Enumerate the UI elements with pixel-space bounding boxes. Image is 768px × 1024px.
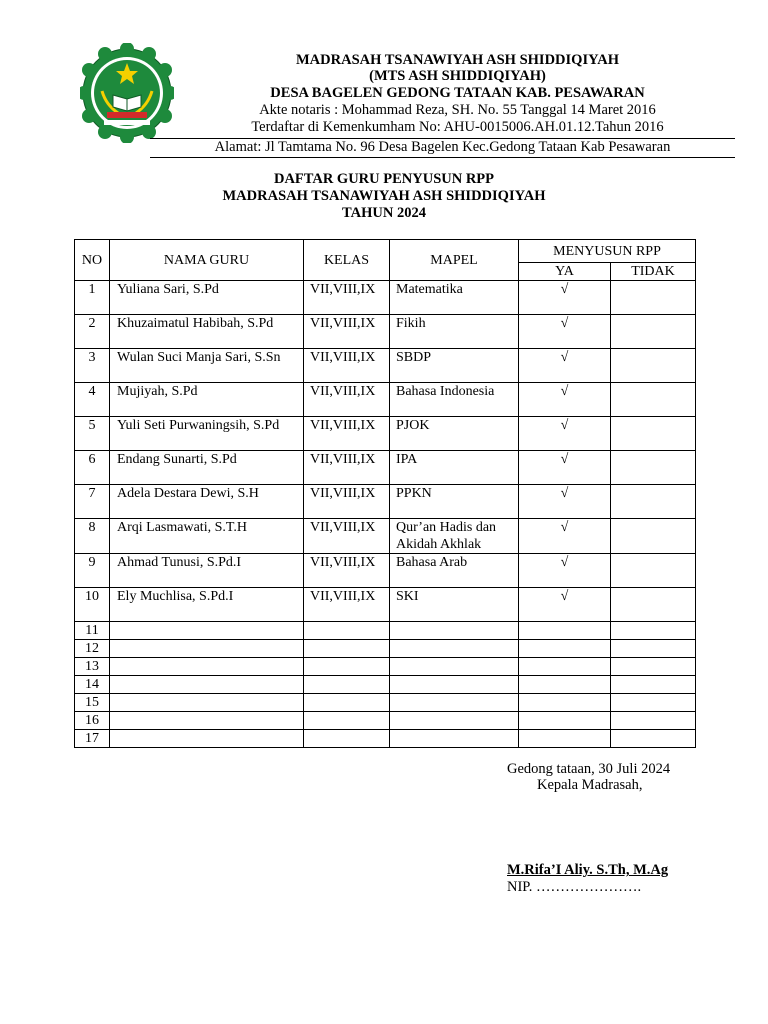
cell-nama-guru: Arqi Lasmawati, S.T.H [110, 519, 304, 554]
cell-ya: √ [519, 554, 611, 588]
header-no: NO [75, 240, 110, 281]
table-row [75, 712, 696, 730]
cell-mapel: SKI [390, 588, 519, 622]
document-subtitle: MADRASAH TSANAWIYAH ASH SHIDDIQIYAH [222, 188, 546, 204]
cell-tidak [611, 451, 696, 485]
cell-tidak [611, 519, 696, 554]
cell-tidak [611, 640, 696, 658]
cell-no: 16 [75, 712, 110, 730]
cell-mapel [390, 712, 519, 730]
cell-kelas [304, 712, 390, 730]
cell-no: 4 [75, 383, 110, 417]
cell-kelas: VII,VIII,IX [304, 554, 390, 588]
cell-no: 13 [75, 658, 110, 676]
table-row [75, 622, 696, 640]
cell-ya: √ [519, 588, 611, 622]
signature-place-date: Gedong tataan, 30 Juli 2024 [507, 761, 671, 777]
table-row [75, 315, 696, 349]
cell-mapel [390, 622, 519, 640]
cell-tidak [611, 588, 696, 622]
cell-mapel [390, 640, 519, 658]
cell-nama-guru: Endang Sunarti, S.Pd [110, 451, 304, 485]
cell-nama-guru: Mujiyah, S.Pd [110, 383, 304, 417]
signatory-nip: NIP. …………………. [507, 879, 642, 895]
cell-tidak [611, 676, 696, 694]
cell-kelas: VII,VIII,IX [304, 485, 390, 519]
cell-ya: √ [519, 281, 611, 315]
cell-no: 5 [75, 417, 110, 451]
document-title: DAFTAR GURU PENYUSUN RPP [273, 171, 495, 187]
cell-mapel: IPA [390, 451, 519, 485]
cell-nama-guru: Khuzaimatul Habibah, S.Pd [110, 315, 304, 349]
table-row [75, 658, 696, 676]
cell-kelas [304, 658, 390, 676]
cell-ya [519, 712, 611, 730]
cell-tidak [611, 281, 696, 315]
signature-role: Kepala Madrasah, [537, 777, 643, 793]
cell-no: 9 [75, 554, 110, 588]
registration-number: Terdaftar di Kemenkumham No: AHU-0015006.AH.01.12.Tahun 2016 [251, 119, 664, 135]
cell-no: 3 [75, 349, 110, 383]
cell-ya: √ [519, 485, 611, 519]
table-row [75, 451, 696, 485]
cell-ya: √ [519, 349, 611, 383]
cell-mapel: SBDP [390, 349, 519, 383]
cell-nama-guru: Wulan Suci Manja Sari, S.Sn [110, 349, 304, 383]
cell-kelas: VII,VIII,IX [304, 519, 390, 554]
cell-kelas: VII,VIII,IX [304, 281, 390, 315]
cell-nama-guru: Yuli Seti Purwaningsih, S.Pd [110, 417, 304, 451]
cell-kelas: VII,VIII,IX [304, 349, 390, 383]
cell-mapel: Matematika [390, 281, 519, 315]
cell-ya: √ [519, 315, 611, 349]
notary-deed: Akte notaris : Mohammad Reza, SH. No. 55 Tanggal 14 Maret 2016 [259, 102, 656, 118]
cell-mapel [390, 694, 519, 712]
cell-kelas [304, 676, 390, 694]
teacher-rpp-table [74, 239, 696, 748]
cell-ya [519, 730, 611, 748]
cell-kelas [304, 694, 390, 712]
header-mapel: MAPEL [390, 240, 519, 281]
table-row [75, 519, 696, 554]
cell-kelas: VII,VIII,IX [304, 588, 390, 622]
cell-ya: √ [519, 417, 611, 451]
cell-ya [519, 622, 611, 640]
cell-tidak [611, 730, 696, 748]
school-village: DESA BAGELEN GEDONG TATAAN KAB. PESAWARAN [270, 85, 645, 101]
cell-mapel [390, 658, 519, 676]
cell-kelas: VII,VIII,IX [304, 451, 390, 485]
header-ya: YA [519, 263, 611, 281]
cell-no: 2 [75, 315, 110, 349]
cell-mapel: PPKN [390, 485, 519, 519]
school-address: Alamat: Jl Tamtama No. 96 Desa Bagelen Kec.Gedong Tataan Kab Pesawaran [214, 139, 671, 155]
cell-nama-guru [110, 694, 304, 712]
cell-nama-guru [110, 730, 304, 748]
cell-ya: √ [519, 383, 611, 417]
cell-nama-guru [110, 676, 304, 694]
cell-mapel: Fikih [390, 315, 519, 349]
cell-ya [519, 694, 611, 712]
cell-tidak [611, 554, 696, 588]
table-row [75, 730, 696, 748]
document-year: TAHUN 2024 [342, 205, 426, 221]
cell-no: 1 [75, 281, 110, 315]
cell-mapel: Bahasa Indonesia [390, 383, 519, 417]
table-body [75, 281, 696, 748]
cell-kelas: VII,VIII,IX [304, 315, 390, 349]
cell-tidak [611, 417, 696, 451]
cell-mapel: Bahasa Arab [390, 554, 519, 588]
cell-tidak [611, 622, 696, 640]
cell-mapel [390, 676, 519, 694]
table-row [75, 349, 696, 383]
header-nama-guru: NAMA GURU [110, 240, 304, 281]
cell-ya [519, 676, 611, 694]
table-row [75, 281, 696, 315]
table-row [75, 588, 696, 622]
table-row [75, 694, 696, 712]
cell-tidak [611, 485, 696, 519]
cell-no: 10 [75, 588, 110, 622]
cell-kelas: VII,VIII,IX [304, 417, 390, 451]
table-row [75, 554, 696, 588]
header-menyusun-rpp: MENYUSUN RPP [519, 240, 696, 263]
header-kelas: KELAS [304, 240, 390, 281]
cell-nama-guru: Ely Muchlisa, S.Pd.I [110, 588, 304, 622]
cell-tidak [611, 315, 696, 349]
cell-no: 17 [75, 730, 110, 748]
cell-nama-guru [110, 640, 304, 658]
cell-ya [519, 658, 611, 676]
table-row [75, 640, 696, 658]
table-row [75, 417, 696, 451]
cell-nama-guru [110, 658, 304, 676]
cell-mapel [390, 730, 519, 748]
cell-no: 8 [75, 519, 110, 554]
cell-tidak [611, 383, 696, 417]
cell-tidak [611, 658, 696, 676]
cell-tidak [611, 712, 696, 730]
school-name: MADRASAH TSANAWIYAH ASH SHIDDIQIYAH [296, 52, 619, 68]
school-crest-logo [80, 43, 174, 143]
header-tidak: TIDAK [611, 263, 696, 281]
signatory-name: M.Rifa’I Aliy. S.Th, M.Ag [507, 862, 669, 878]
cell-nama-guru: Yuliana Sari, S.Pd [110, 281, 304, 315]
cell-nama-guru [110, 622, 304, 640]
table-row [75, 676, 696, 694]
cell-nama-guru: Ahmad Tunusi, S.Pd.I [110, 554, 304, 588]
cell-no: 12 [75, 640, 110, 658]
cell-nama-guru: Adela Destara Dewi, S.H [110, 485, 304, 519]
cell-kelas: VII,VIII,IX [304, 383, 390, 417]
school-abbreviation: (MTS ASH SHIDDIQIYAH) [369, 68, 546, 84]
cell-mapel: Qur’an Hadis dan Akidah Akhlak [390, 519, 519, 554]
cell-no: 15 [75, 694, 110, 712]
cell-no: 11 [75, 622, 110, 640]
cell-ya [519, 640, 611, 658]
cell-kelas [304, 730, 390, 748]
cell-nama-guru [110, 712, 304, 730]
cell-kelas [304, 622, 390, 640]
cell-no: 7 [75, 485, 110, 519]
cell-no: 14 [75, 676, 110, 694]
cell-tidak [611, 694, 696, 712]
cell-ya: √ [519, 519, 611, 554]
cell-kelas [304, 640, 390, 658]
header-divider-bottom [150, 157, 735, 158]
table-row [75, 485, 696, 519]
cell-no: 6 [75, 451, 110, 485]
cell-tidak [611, 349, 696, 383]
cell-ya: √ [519, 451, 611, 485]
cell-mapel: PJOK [390, 417, 519, 451]
table-row [75, 383, 696, 417]
